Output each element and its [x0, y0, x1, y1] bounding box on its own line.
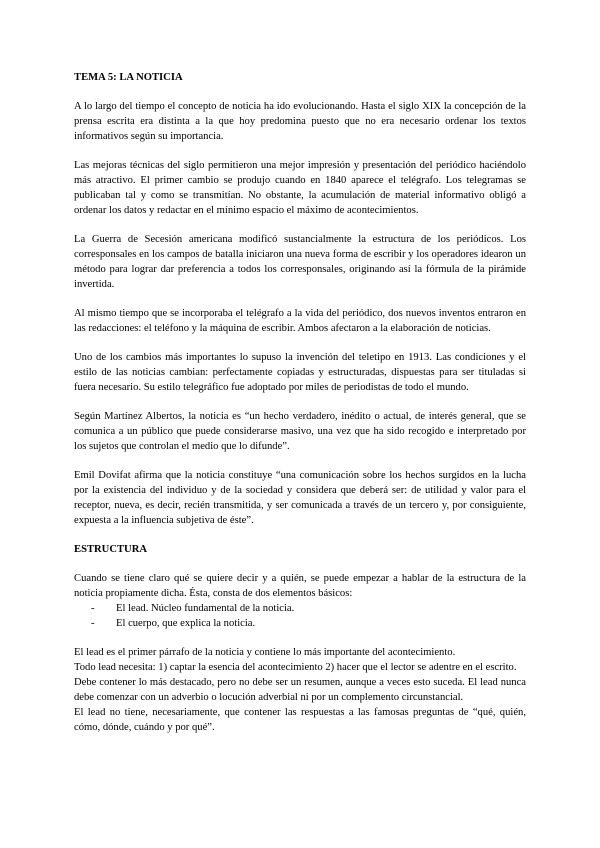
page-title: TEMA 5: LA NOTICIA [74, 72, 183, 83]
paragraph-structure-intro: Cuando se tiene claro qué se quiere decir y a quién, se puede empezar a hablar de la estructura de la noticia propiamente dicha. Ésta, consta de dos elementos básicos: [74, 573, 526, 599]
paragraph-emil-dovifat: Emil Dovifat afirma que la noticia constituye “una comunicación sobre los hechos surgidos en la lucha por la existencia del individuo y de la sociedad y considera que deberá ser: de utilidad y valor para el receptor, nueva, es decir, recién transmitida, y ser comunicada a través de un tercero y, por consiguiente, expuesta a la influencia subjetiva de éste”. [74, 470, 526, 526]
lead-line: Debe contener lo más destacado, pero no debe ser un resumen, aunque a veces esto suceda. El lead nunca debe comenzar con un adverbio o locución adverbial ni por un complemento circunstancial. [74, 677, 526, 703]
lead-line: Todo lead necesita: 1) captar la esencia del acontecimiento 2) hacer que el lector se adentre en el escrito. [74, 662, 517, 673]
paragraph-evolution: A lo largo del tiempo el concepto de noticia ha ido evolucionando. Hasta el siglo XIX la concepción de la prensa escrita era distinta a la que hoy predomina puesto que no era necesario ordenar los textos informativos según su importancia. [74, 101, 526, 142]
elements-list [74, 601, 526, 631]
paragraph-inventions: Al mismo tiempo que se incorporaba el telégrafo a la vida del periódico, dos nuevos inventos entraron en las redacciones: el teléfono y la máquina de escribir. Ambos afectaron a la elaboración de noticias. [74, 308, 526, 334]
paragraph-martinez-albertos: Según Martínez Albertos, la noticia es “un hecho verdadero, inédito o actual, de interés general, que se comunica a un público que puede considerarse masivo, una vez que ha sido recogido e interpretado por los sujetos que controlan el medio que lo difunde”. [74, 411, 526, 452]
list-item: - El cuerpo, que explica la noticia. [74, 616, 526, 631]
paragraph-civil-war: La Guerra de Secesión americana modificó sustancialmente la estructura de los periódicos. Los corresponsales en los campos de batalla iniciaron una nueva forma de escribir y los operadores idearon un método para lograr dar preferencia a todos los corresponsales, originando así la fórmula de la pirámide invertida. [74, 234, 526, 290]
lead-line: El lead es el primer párrafo de la noticia y contiene lo más importante del acontecimiento. [74, 647, 456, 658]
list-item: - El lead. Núcleo fundamental de la noticia. [74, 601, 526, 616]
section-title-estructura: ESTRUCTURA [74, 544, 147, 555]
paragraph-telegraph: Las mejoras técnicas del siglo permitieron una mejor impresión y presentación del periódico haciéndolo más atractivo. El primer cambio se produjo cuando en 1840 aparece el telégrafo. Los telegramas se publicaban tal y como se transmitían. No obstante, la acumulación de material informativo obligó a ordenar los datos y redactar en el mínimo espacio el máximo de acontecimientos. [74, 160, 526, 216]
paragraph-teletype: Uno de los cambios más importantes lo supuso la invención del teletipo en 1913. Las condiciones y el estilo de las noticias cambian: perfectamente copiadas y estructuradas, dispuestas para ser tituladas si fuera necesario. Su estilo telegráfico fue adoptado por miles de periodistas de todo el mundo. [74, 352, 526, 393]
document-body [74, 70, 526, 735]
lead-line: El lead no tiene, necesariamente, que contener las respuestas a las famosas preguntas de “qué, quién, cómo, dónde, cuándo y por qué”. [74, 707, 526, 733]
